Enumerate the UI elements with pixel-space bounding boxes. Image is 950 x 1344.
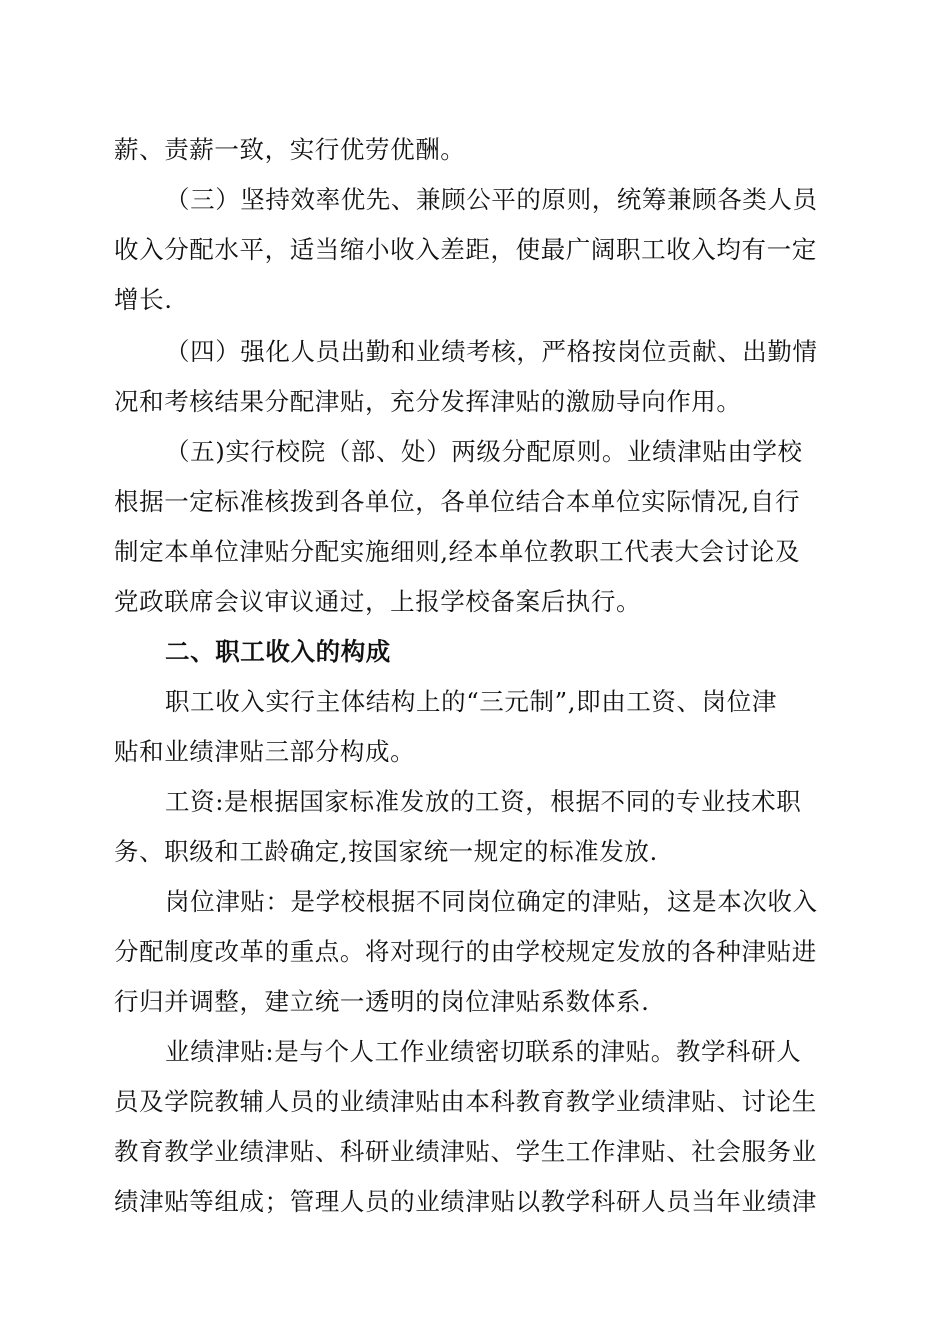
text-line: 收入分配水平，适当缩小收入差距，使最广阔职工收入均有一定 bbox=[114, 235, 817, 264]
text-line: 绩津贴等组成；管理人员的业绩津贴以教学科研人员当年业绩津 bbox=[114, 1187, 817, 1216]
text-line: 分配制度改革的重点。将对现行的由学校规定发放的各种津贴进 bbox=[114, 937, 817, 966]
text-line: 行归并调整，建立统一透明的岗位津贴系数体系. bbox=[114, 987, 650, 1016]
text-line: 根据一定标准核拨到各单位，各单位结合本单位实际情况,自行 bbox=[114, 487, 801, 516]
text-line: 业绩津贴:是与个人工作业绩密切联系的津贴。教学科研人 bbox=[165, 1037, 802, 1066]
text-line: （五)实行校院（部、处）两级分配原则。业绩津贴由学校 bbox=[165, 437, 803, 466]
text-line: （三）坚持效率优先、兼顾公平的原则，统筹兼顾各类人员 bbox=[165, 185, 818, 214]
text-line: 岗位津贴：是学校根据不同岗位确定的津贴，这是本次收入 bbox=[165, 887, 818, 916]
text-line: （四）强化人员出勤和业绩考核，严格按岗位贡献、出勤情 bbox=[165, 337, 818, 366]
text-line: 况和考核结果分配津贴，充分发挥津贴的激励导向作用。 bbox=[114, 387, 742, 416]
section-heading: 二、职工收入的构成 bbox=[165, 637, 391, 666]
text-line: 务、职级和工龄确定,按国家统一规定的标准发放. bbox=[114, 837, 658, 866]
text-line: 工资:是根据国家标准发放的工资，根据不同的专业技术职 bbox=[165, 787, 802, 816]
text-line: 薪、责薪一致，实行优劳优酬。 bbox=[114, 135, 466, 164]
text-line: 职工收入实行主体结构上的“三元制”,即由工资、岗位津 bbox=[165, 687, 777, 716]
text-line: 教育教学业绩津贴、科研业绩津贴、学生工作津贴、社会服务业 bbox=[114, 1137, 817, 1166]
text-line: 增长. bbox=[114, 285, 173, 314]
text-line: 贴和业绩津贴三部分构成。 bbox=[114, 737, 416, 766]
text-line: 党政联席会议审议通过，上报学校备案后执行。 bbox=[114, 587, 642, 616]
text-line: 员及学院教辅人员的业绩津贴由本科教育教学业绩津贴、讨论生 bbox=[114, 1087, 817, 1116]
text-line: 制定本单位津贴分配实施细则,经本单位教职工代表大会讨论及 bbox=[114, 537, 801, 566]
